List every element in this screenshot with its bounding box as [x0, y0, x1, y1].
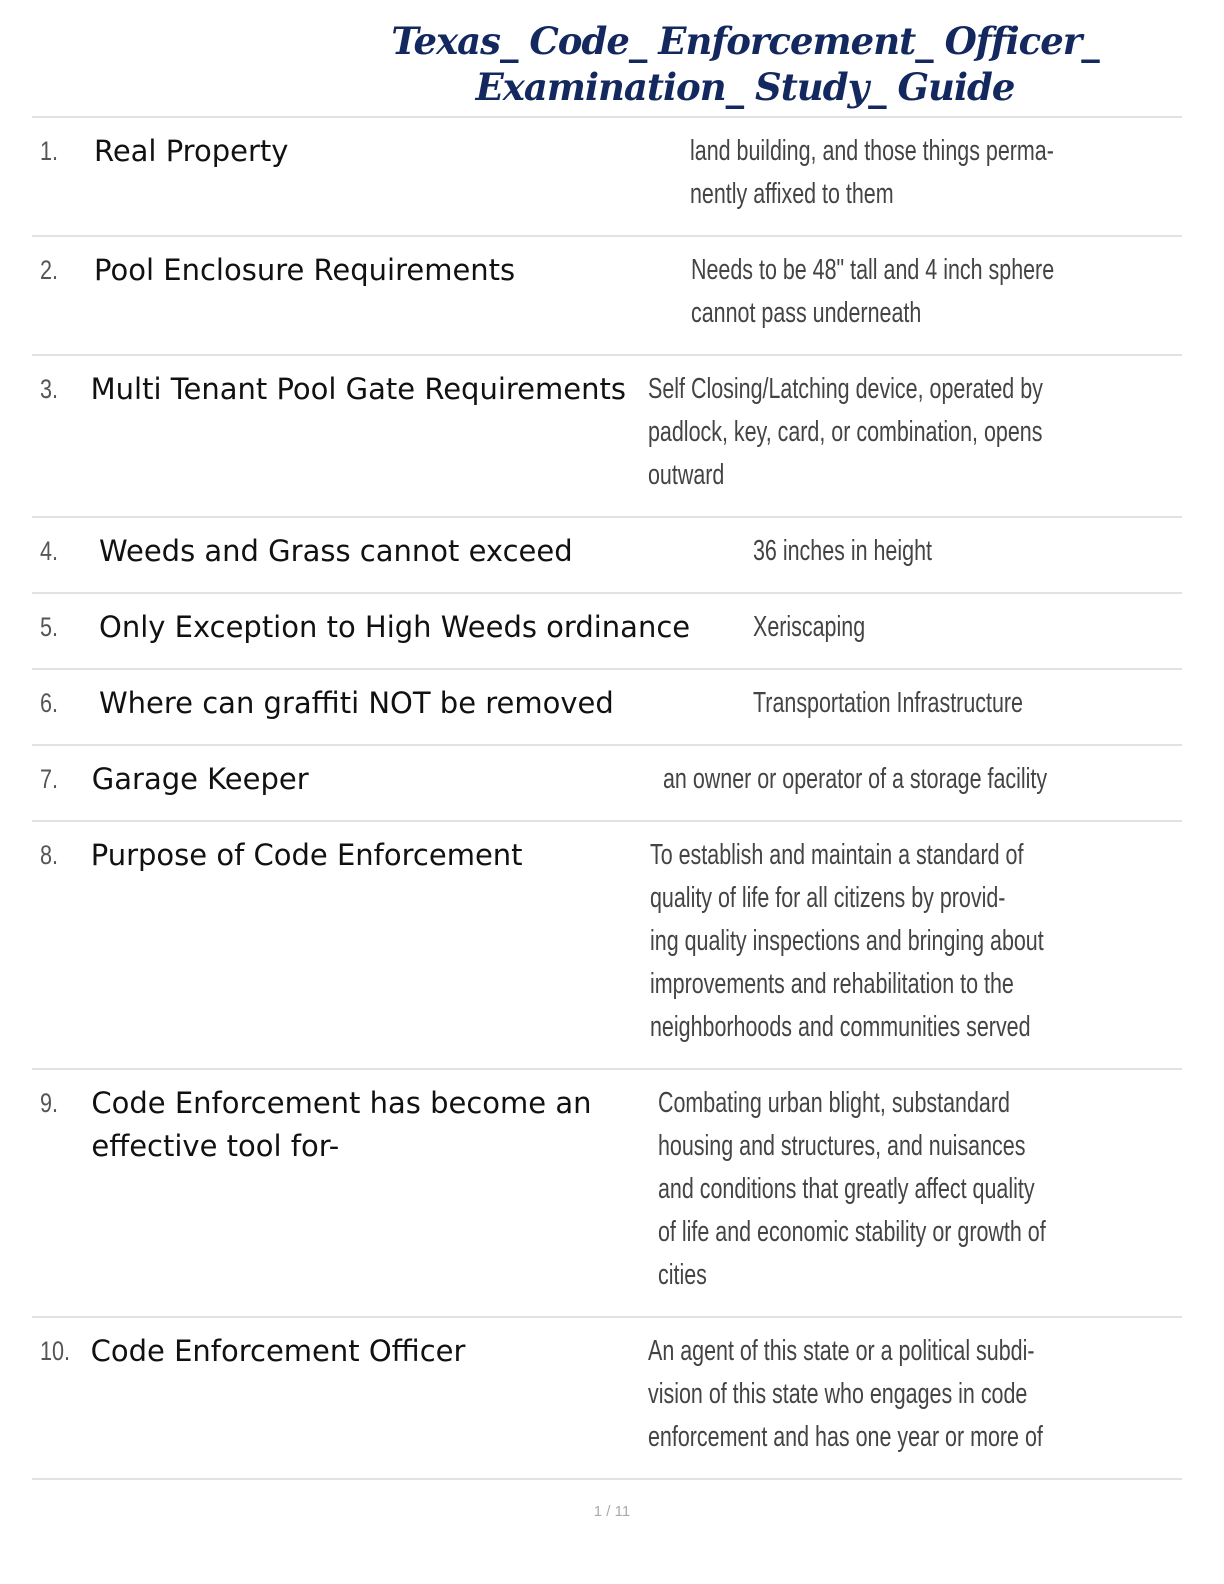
definition-line: quality of life for all citizens by provid-: [649, 882, 1006, 914]
item-term: Multi Tenant Pool Gate Requirements: [90, 372, 626, 406]
definition-line: Transportation Infrastructure: [753, 687, 1023, 719]
item-definition: [663, 758, 1182, 801]
item-number: 3.: [40, 374, 59, 404]
item-term: Garage Keeper: [91, 762, 309, 796]
definition-line: neighborhoods and communities served: [649, 1011, 1031, 1043]
item-number: 8.: [40, 840, 59, 870]
definition-line: An agent of this state or a political subdi-: [648, 1335, 1035, 1367]
item-number: 5.: [40, 612, 59, 642]
item-number: 7.: [40, 764, 59, 794]
item-term: Weeds and Grass cannot exceed: [99, 534, 573, 568]
item-number: 1.: [40, 136, 59, 166]
definition-line: nently affixed to them: [690, 178, 894, 210]
definition-line: and conditions that greatly affect quality: [658, 1173, 1035, 1205]
definition-line: housing and structures, and nuisances: [658, 1130, 1026, 1162]
item-number: 4.: [40, 536, 59, 566]
item-definition: [650, 834, 1182, 1049]
definition-line: Self Closing/Latching device, operated by: [648, 373, 1044, 405]
item-definition: [648, 368, 1182, 497]
item-number: 6.: [40, 688, 59, 718]
item-definition: [658, 1082, 1182, 1297]
item-definition: [691, 249, 1182, 335]
page-number: 1 / 11: [593, 1503, 631, 1520]
item-number: 2.: [40, 255, 59, 285]
definition-line: 36 inches in height: [753, 535, 932, 567]
document-title: Texas_ Code_ Enforcement_ Officer_ Examination_ Study_ Guide: [391, 19, 1099, 109]
list-item: [32, 518, 1182, 594]
definition-line: outward: [648, 459, 725, 491]
item-definition: [753, 530, 1182, 573]
definition-line: an owner or operator of a storage facility: [662, 763, 1048, 795]
item-number: 9.: [40, 1088, 59, 1118]
definition-line: vision of this state who engages in code: [648, 1378, 1028, 1410]
item-term: Real Property: [93, 134, 289, 168]
item-term: Purpose of Code Enforcement: [90, 838, 523, 872]
item-term: Pool Enclosure Requirements: [94, 253, 516, 287]
definition-line: improvements and rehabilitation to the: [649, 968, 1014, 1000]
list-item: [32, 356, 1182, 518]
list-item: [32, 1318, 1182, 1480]
definition-line: cannot pass underneath: [691, 297, 922, 329]
definition-line: To establish and maintain a standard of: [649, 839, 1024, 871]
item-definition: [753, 606, 1182, 649]
definition-line: ing quality inspections and bringing about: [649, 925, 1044, 957]
definition-line: padlock, key, card, or combination, opens: [648, 416, 1043, 448]
list-item: [32, 822, 1182, 1070]
definition-line: land building, and those things perma-: [690, 135, 1055, 167]
list-item: [32, 237, 1182, 356]
definition-line: enforcement and has one year or more of: [648, 1421, 1044, 1453]
list-item: [32, 594, 1182, 670]
definition-line: cities: [658, 1259, 708, 1291]
list-item: [32, 746, 1182, 822]
item-definition: [690, 130, 1182, 216]
item-term: Where can graffiti NOT be removed: [99, 686, 614, 720]
definition-line: Xeriscaping: [753, 611, 866, 643]
flashcard-list: [32, 116, 1182, 1480]
item-term: Code Enforcement has become an effective tool for-: [91, 1086, 592, 1163]
list-item: [32, 1070, 1182, 1318]
definition-line: Needs to be 48" tall and 4 inch sphere: [691, 254, 1055, 286]
item-definition: [648, 1330, 1182, 1459]
item-term: Code Enforcement Officer: [90, 1334, 466, 1368]
definition-line: of life and economic stability or growth of: [658, 1216, 1046, 1248]
item-number: 10.: [40, 1336, 71, 1366]
list-item: [32, 118, 1182, 237]
item-term: Only Exception to High Weeds ordinance: [99, 610, 691, 644]
list-item: [32, 670, 1182, 746]
item-definition: [753, 682, 1182, 725]
definition-line: Combating urban blight, substandard: [658, 1087, 1011, 1119]
